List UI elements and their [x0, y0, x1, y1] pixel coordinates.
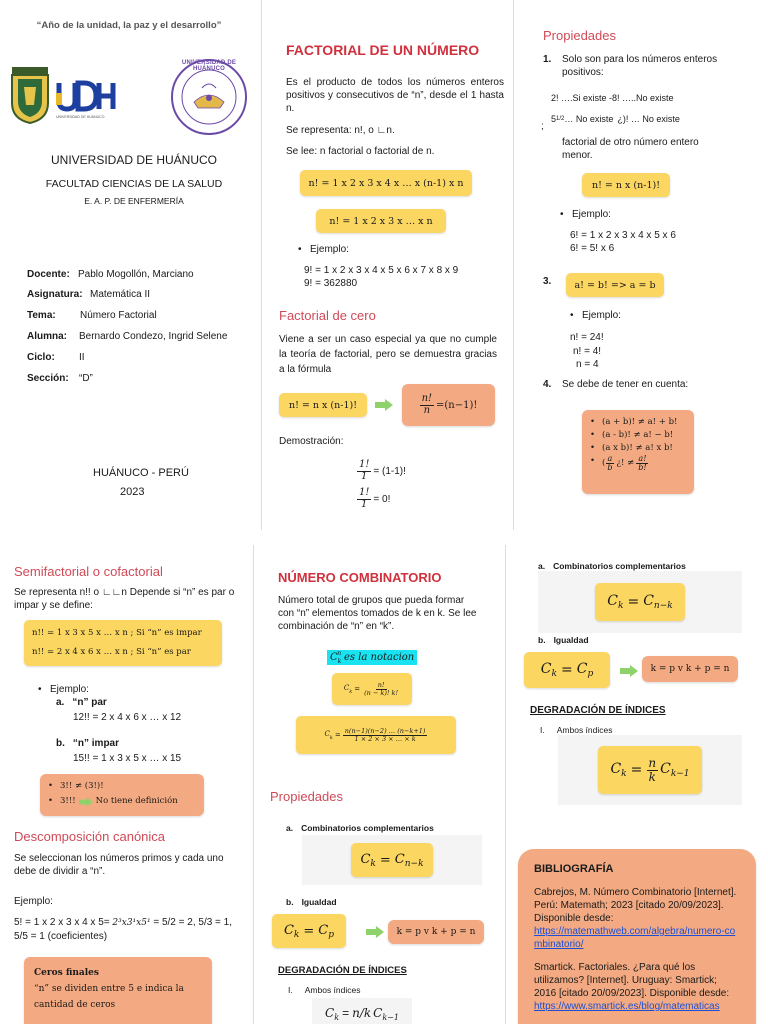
year: 2023 [120, 486, 145, 498]
biblio-degradation-formula: $C_k$ = $\frac{n}{k}$ $C_{k-1}$ [558, 735, 742, 805]
ref2-text: Smartick. Factoriales. ¿Para qué los utilizamos? [Internet]. Uruguay: Smartick; 2016 [citado 20/09/2023]. Disponible desde: [534, 962, 730, 999]
propiedades-panel [514, 0, 768, 530]
semifactorial-panel [0, 545, 252, 1024]
combinatorio-prop-title: Propiedades [270, 789, 343, 804]
field-tema: Tema: Número Factorial [27, 310, 157, 321]
field-ciclo: Ciclo: II [27, 352, 85, 363]
faculty-name: FACULTAD CIENCIAS DE LA SALUD [45, 178, 223, 190]
prop-item3-num: 3. [543, 276, 552, 287]
city: HUÁNUCO - PERÚ [93, 467, 189, 479]
prop-item1-num: 1. [543, 54, 552, 65]
cover-fields [27, 268, 257, 393]
factorial-formula-short: n! = 1 x 2 x 3 x … x n [316, 209, 446, 233]
prop-example1: 6! = 1 x 2 x 3 x 4 x 5 x 6 [570, 230, 676, 241]
bibliografia-box [518, 849, 756, 1024]
demo-label: Demostración: [279, 436, 344, 447]
combinatorio-formula-expanded: $C_k$ = $\frac{n(n-1)(n-2) \dots (n-k+1)}{1 \times 2 \times 3 \times \dots \times k}$ [296, 716, 456, 754]
factorial-definition: Es el producto de todos los números enteros positivos y consecutivos de “n”, desde el 1 hasta n. [286, 77, 504, 114]
combinatorio-equality-formula: $C_k$ = $C_p$ [272, 914, 346, 948]
prop-item3-formula: a! = b! => a = b [566, 273, 664, 297]
combinatorio-deg-item: I. Ambos índices [288, 985, 361, 995]
bibliografia-title: BIBLIOGRAFÍA [534, 863, 614, 875]
semifactorial-example: • Ejemplo: [36, 683, 89, 696]
combinatorio-equality-result: k = p v k + p = n [388, 920, 484, 944]
prop-example2: 6! = 5! x 6 [570, 243, 615, 254]
arrow-right-icon [366, 926, 384, 938]
prop-item3-ex1: n! = 24! [570, 332, 604, 343]
factorial-title: FACTORIAL DE UN NÚMERO [286, 42, 480, 58]
semifactorial-formulas: n!! = 1 x 3 x 5 x … x n ; Si “n” es impar n!! = 2 x 4 x 6 x … x n ; Si “n” es par [24, 620, 222, 666]
prop-exist-line2: 5 1/2 … No existe ¿)! … No existe [551, 114, 680, 124]
prop-formula-box: n! = n x (n-1)! [582, 173, 670, 197]
paren-mark: ¿)! … No existe [617, 114, 680, 124]
combinatorio-complementary-formula: $C_k$ = $C_{n-k}$ [302, 835, 482, 885]
notation-highlight: $C_k^n$ es la notacion [327, 650, 417, 665]
field-alumna: Alumna: Bernardo Condezo, Ingrid Selene [27, 331, 228, 342]
biblio-equality-formula: $C_k$ = $C_p$ [524, 652, 610, 688]
bibliografia-panel [506, 545, 768, 1024]
school-name: E. A. P. DE ENFERMERÍA [84, 196, 184, 206]
ref2-link[interactable]: https://www.smartick.es/blog/matematicas [534, 1001, 720, 1012]
canon-title: Descomposición canónica [14, 829, 166, 844]
motto: “Año de la unidad, la paz y el desarrollo” [36, 20, 222, 31]
factorial-zero-text: Viene a ser un caso especial ya que no cumple la teoría de factorial, pero se demuestra gracias a la fórmula [279, 334, 497, 375]
combinatorio-title: NÚMERO COMBINATORIO [278, 570, 442, 585]
university-name: UNIVERSIDAD DE HUÁNUCO [50, 153, 218, 167]
combinatorio-a: a. Combinatorios complementarios [286, 823, 434, 833]
zeros-box: Ceros finales “n” se dividen entre 5 e indica la cantidad de ceros [24, 957, 212, 1024]
arrow-right-icon [79, 797, 93, 807]
biblio-a: a. Combinatorios complementarios [538, 561, 686, 571]
zero-formula-box: n! = n x (n-1)! [279, 393, 367, 417]
factorial-example-line1: 9! = 1 x 2 x 3 x 4 x 5 x 6 x 7 x 8 x 9 [304, 265, 459, 276]
biblio-equality-result: k = p v k + p = n [642, 656, 738, 682]
factorial-example: • Ejemplo: [296, 243, 349, 256]
prop-item4-num: 4. [543, 379, 552, 390]
canon-text: Se seleccionan los números primos y cada uno debe de dividir a “n”. [14, 853, 224, 877]
biblio-degradacion-title: DEGRADACIÓN DE ÍNDICES [530, 705, 666, 716]
prop-example: • Ejemplo: [558, 208, 611, 221]
prop-item3-ex2: n! = 4! [573, 346, 602, 357]
prop-item4-text: Se debe de tener en cuenta: [562, 379, 689, 390]
prop-notes-box: • (a + b)! ≠ a! + b! • (a - b)! ≠ a! − b! • (a x b)! ≠ a! x b! • ( $\frac{a}{b}$ ¿! ≠ $\frac{a!}{b!}$ [582, 410, 694, 494]
prop-item3-example: • Ejemplo: [568, 309, 621, 322]
arrow-right-icon [620, 665, 638, 677]
biblio-complementary-formula: $C_k$ = $C_{n-k}$ [538, 571, 742, 633]
factorial-example-line2: 9! = 362880 [304, 278, 358, 289]
arrow-right-icon [375, 399, 393, 411]
prop-item3-ex3: n = 4 [576, 359, 599, 370]
factorial-zero-title: Factorial de cero [279, 308, 376, 323]
semifactorial-a-value: 12!! = 2 x 4 x 6 x … x 12 [73, 712, 182, 723]
semifactorial-notes: • 3!! ≠ (3!)! • 3!!! No tiene definición [40, 774, 204, 816]
prop-item1-text: Solo son para los números enteros positivos: [562, 54, 718, 78]
semifactorial-a: a. “n” par [56, 697, 107, 708]
prop-exist-line: 2! ….Si existe -8! …..No existe [551, 93, 674, 103]
biblio-deg-item: I. Ambos índices [540, 725, 613, 735]
combinatorio-degradacion-title: DEGRADACIÓN DE ÍNDICES [278, 965, 407, 976]
field-seccion: Sección: “D” [27, 373, 93, 384]
propiedades-title: Propiedades [543, 28, 616, 43]
field-docente: Docente: Pablo Mogollón, Marciano [27, 269, 194, 280]
university-seal [170, 58, 248, 136]
demo-line2: $\frac{1!}{1}$ = 0! [359, 487, 391, 510]
semifactorial-b-value: 15!! = 1 x 3 x 5 x … x 15 [73, 753, 182, 764]
prop-item2-text: factorial de otro número entero menor. [562, 137, 699, 161]
ref1-text: Cabrejos, M. Número Combinatorio [Internet]. Perú: Matemath; 2023 [citado 20/09/2023]. Disponible desde: [534, 887, 737, 924]
factorial-formula-general: n! = 1 x 2 x 3 x 4 x … x (n-1) x n [300, 170, 472, 196]
semifactorial-b: b. “n” impar [56, 738, 120, 749]
combinatorio-text: Número total de grupos que pueda formar con “n” elementos tomados de k en k. Se lee combinación de “n” en “k”. [278, 595, 477, 632]
udh-logo-subtext: UNIVERSIDAD DE HUÁNUCO [56, 115, 105, 119]
canon-example-label: Ejemplo: [14, 896, 53, 907]
prop-semicolon: ; [541, 121, 544, 132]
combinatorio-degradation-formula: $C_k$ = n/k $C_{k-1}$ [312, 998, 412, 1024]
factorial-read: Se lee: n factorial o factorial de n. [286, 146, 435, 157]
field-asignatura: Asignatura: Matemática II [27, 289, 151, 300]
factorial-represent: Se representa: n!, o ∟n. [286, 125, 395, 136]
demo-line1: $\frac{1!}{1}$ = (1-1)! [359, 459, 406, 482]
combinatorio-formula: $C_k$ = $\frac{n!}{(n - k)! k!}$ [332, 673, 412, 705]
udh-logo [10, 65, 120, 125]
zero-orange-box: $\frac{n!}{n}$ =(n−1)! [402, 384, 495, 426]
combinatorio-panel [254, 545, 504, 1024]
biblio-b: b. Igualdad [538, 635, 589, 645]
seal-text: UNIVERSIDAD DE HUÁNUCO [181, 60, 237, 72]
semifactorial-text: Se representa n!! o ∟∟n Depende si “n” es par o impar y se define: [14, 587, 235, 611]
ref1-link[interactable]: https://matemathweb.com/algebra/numero-combinatorio/ [534, 926, 736, 950]
cover-panel [0, 0, 258, 530]
combinatorio-b: b. Igualdad [286, 897, 337, 907]
semifactorial-title: Semifactorial o cofactorial [14, 564, 163, 579]
factorial-panel [262, 0, 512, 522]
canon-example: 5! = 1 x 2 x 3 x 4 x 5= 2³x3¹x5¹ = 5/2 = 2, 5/3 = 1, 5/5 = 1 (coeficientes) [14, 917, 233, 942]
